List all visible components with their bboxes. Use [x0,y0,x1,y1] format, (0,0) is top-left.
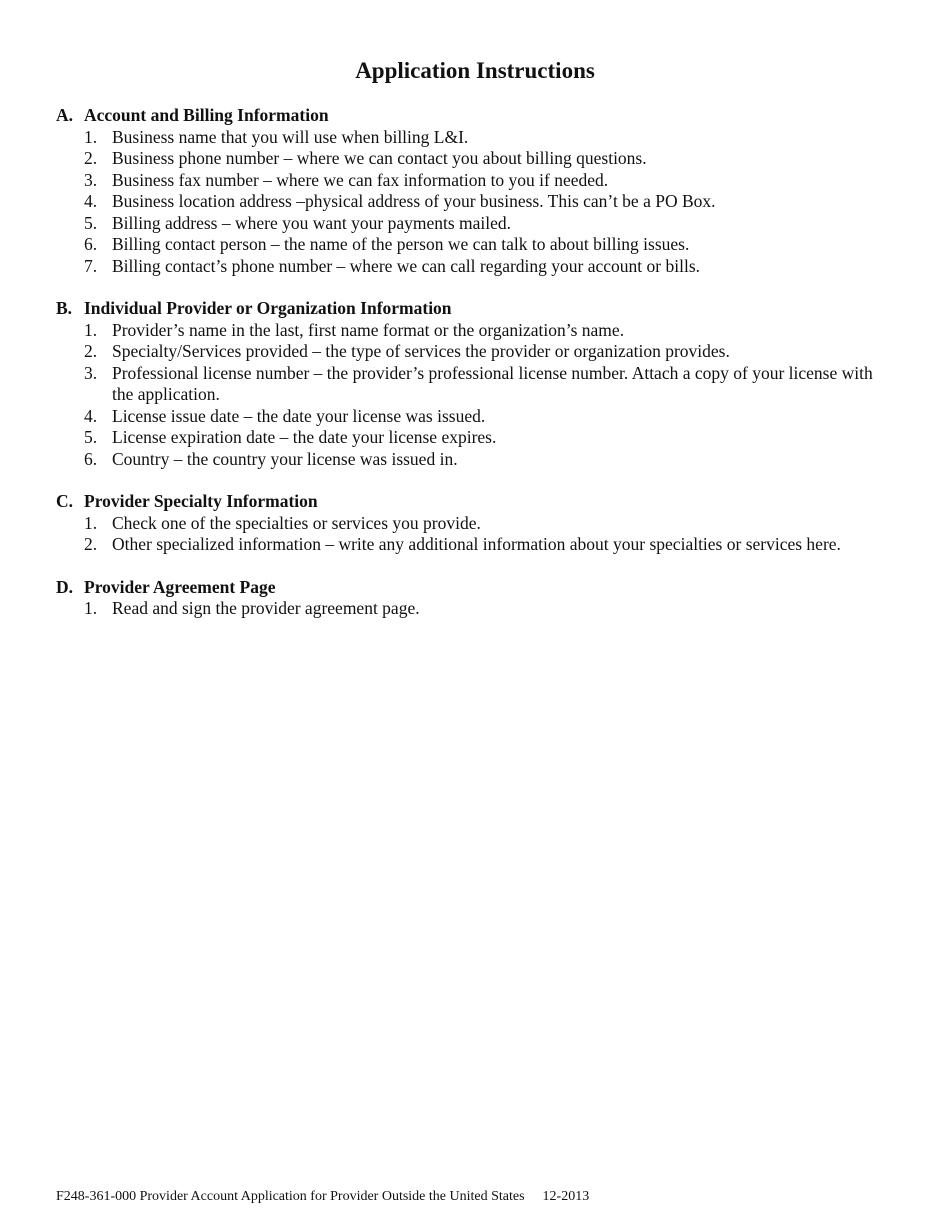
item-text: Country – the country your license was issued in. [112,448,458,469]
item-text: Professional license number – the provider’s professional license number. Attach a copy of your license with the application. [112,362,873,404]
item-number: 2. [84,148,98,168]
list-item [56,534,896,556]
page-footer [56,1188,589,1206]
list-item [56,341,896,363]
list-item [56,127,896,149]
section-title: Provider Agreement Page [84,576,276,597]
list-item [56,363,896,406]
item-text: Check one of the specialties or services you provide. [112,512,481,533]
item-text: Provider’s name in the last, first name format or the organization’s name. [112,319,625,340]
item-number: 1. [84,319,98,340]
section-title: Individual Provider or Organization Information [84,298,452,318]
item-text: Business fax number – where we can fax information to you if needed. [112,169,609,190]
item-text: Business name that you will use when billing L&I. [112,126,469,147]
list-item [56,598,896,620]
item-text: Read and sign the provider agreement page. [112,598,420,618]
item-number: 1. [84,126,98,147]
section-heading [56,577,896,599]
section-heading [56,298,896,320]
list-item [56,170,896,192]
section-letter: B. [56,298,73,318]
footer-form-id: F248-361-000 Provider Account Application for Provider Outside the United States [56,1189,525,1204]
section-provider-specialty [56,491,896,556]
page-title: Application Instructions [355,58,595,83]
section-title: Provider Specialty Information [84,491,318,511]
item-number: 2. [84,534,98,554]
list-item [56,234,896,256]
section-heading [56,491,896,513]
section-account-billing [56,105,896,277]
list-item [56,427,896,449]
item-number: 2. [84,341,98,361]
list-item [56,148,896,170]
item-text: License expiration date – the date your license expires. [112,427,497,447]
section-provider-organization [56,298,896,470]
item-text: Billing contact person – the name of the person we can talk to about billing issues. [112,234,690,254]
instruction-sections [56,105,896,641]
section-provider-agreement [56,577,896,620]
item-number: 5. [84,212,98,233]
item-text: Specialty/Services provided – the type of services the provider or organization provides. [112,341,730,361]
section-letter: C. [56,491,74,511]
footer-date: 12-2013 [542,1189,590,1204]
item-text: Business location address –physical address of your business. This can’t be a PO Box. [112,191,716,211]
item-number: 6. [84,448,98,469]
item-number: 4. [84,405,98,426]
item-text: Billing contact’s phone number – where we can call regarding your account or bills. [112,255,701,276]
section-letter: A. [56,105,74,125]
list-item [56,449,896,471]
item-number: 3. [84,169,98,190]
list-item [56,213,896,235]
list-item [56,320,896,342]
item-text: Billing address – where you want your payments mailed. [112,212,512,233]
list-item [56,191,896,213]
item-number: 5. [84,427,98,447]
item-number: 3. [84,362,98,383]
list-item [56,406,896,428]
item-number: 6. [84,234,98,254]
item-number: 1. [84,598,98,618]
item-number: 4. [84,191,98,211]
section-letter: D. [56,576,74,597]
item-text: Other specialized information – write any additional information about your specialties or services here. [112,534,841,554]
list-item [56,513,896,535]
section-title: Account and Billing Information [84,105,329,125]
item-text: License issue date – the date your license was issued. [112,405,486,426]
item-number: 1. [84,512,98,533]
item-number: 7. [84,255,98,276]
item-text: Business phone number – where we can contact you about billing questions. [112,148,647,168]
section-heading [56,105,896,127]
list-item [56,256,896,278]
